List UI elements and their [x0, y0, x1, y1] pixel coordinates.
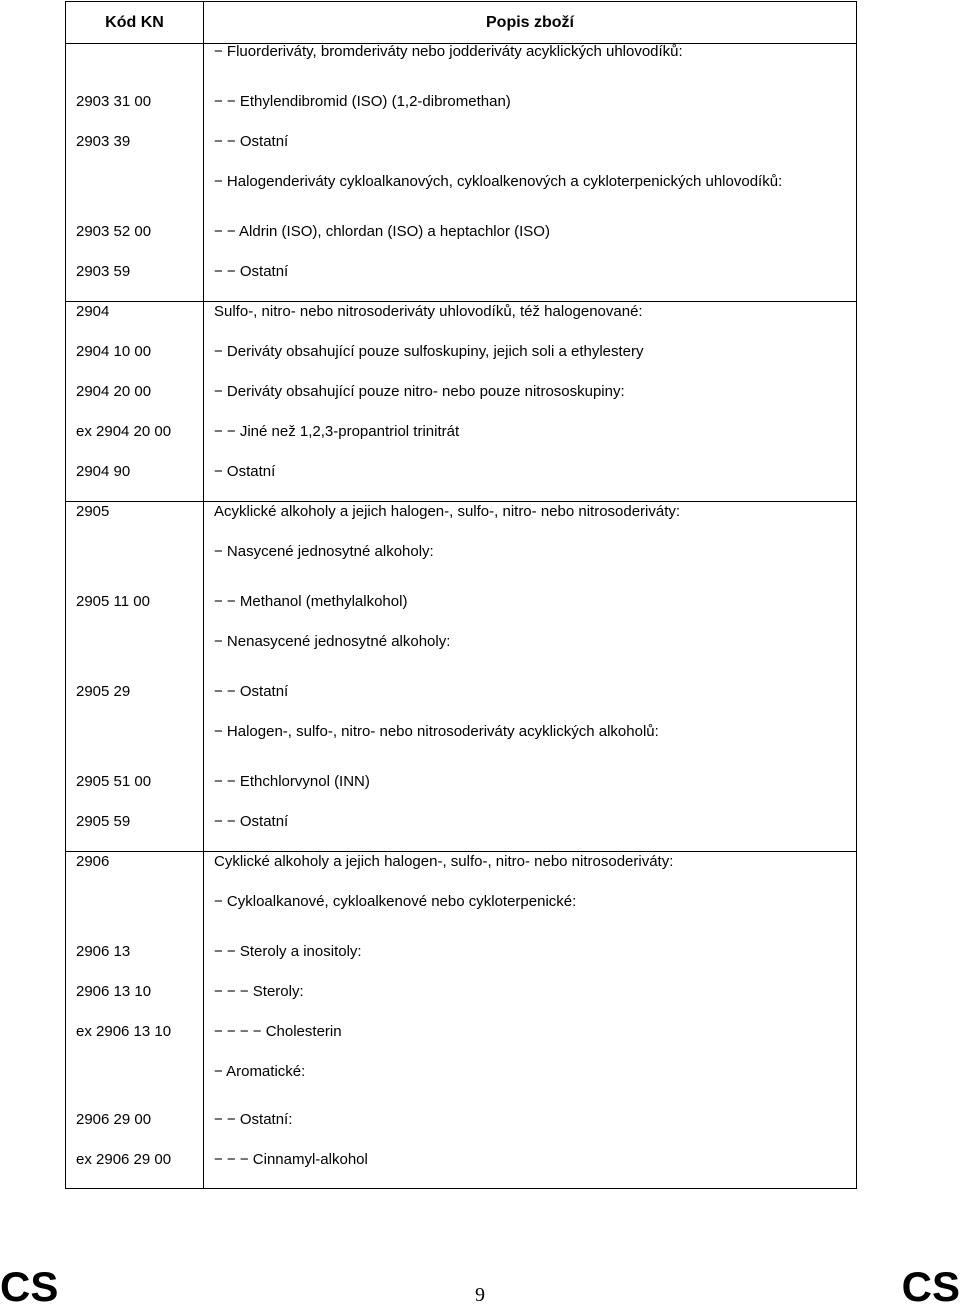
row-code: 2905 59 — [76, 813, 131, 830]
table-row — [66, 810, 856, 834]
row-description: Acyklické alkoholy a jejich halogen-, sulfo-, nitro- nebo nitrosoderiváty: — [214, 503, 681, 520]
table-row — [66, 170, 856, 194]
row-description: − − Ostatní — [214, 263, 289, 280]
row-code: 2904 10 00 — [76, 343, 152, 360]
row-code: 2904 20 00 — [76, 383, 152, 400]
row-description: − − Jiné než 1,2,3-propantriol trinitrát — [214, 423, 460, 440]
table-row — [66, 1020, 856, 1044]
header-code: Kód KN — [105, 14, 164, 31]
row-code: 2905 — [76, 503, 110, 520]
row-description: − − − Steroly: — [214, 983, 304, 1000]
row-description: − − Aldrin (ISO), chlordan (ISO) a heptachlor (ISO) — [214, 223, 550, 240]
page-number: 9 — [475, 1284, 485, 1306]
table-row — [66, 630, 856, 654]
tariff-table — [65, 1, 857, 1189]
table-row — [66, 940, 856, 964]
table-row — [66, 300, 856, 324]
table-row — [66, 1148, 856, 1172]
row-description: − − Methanol (methylalkohol) — [214, 593, 408, 610]
table-row — [66, 720, 856, 744]
table-row — [66, 220, 856, 244]
footer-lang-left: CS — [0, 1263, 59, 1310]
row-description: Sulfo-, nitro- nebo nitrosoderiváty uhlovodíků, též halogenované: — [214, 303, 643, 320]
row-description: − Halogen-, sulfo-, nitro- nebo nitrosoderiváty acyklických alkoholů: — [214, 723, 659, 740]
row-code: 2903 39 — [76, 133, 131, 150]
table-row — [66, 260, 856, 284]
row-description: − − Ostatní — [214, 683, 289, 700]
row-code: 2904 — [76, 303, 110, 320]
row-code: 2905 29 — [76, 683, 131, 700]
row-code: 2904 90 — [76, 463, 131, 480]
row-description: − − − Cinnamyl-alkohol — [214, 1151, 368, 1168]
row-description: − Deriváty obsahující pouze nitro- nebo pouze nitrososkupiny: — [214, 383, 625, 400]
table-row — [66, 770, 856, 794]
row-code: 2906 — [76, 853, 110, 870]
table-row — [66, 420, 856, 444]
row-description: − Halogenderiváty cykloalkanových, cykloalkenových a cykloterpenických uhlovodíků: — [214, 173, 783, 190]
row-code: 2906 13 10 — [76, 983, 152, 1000]
table-row — [66, 890, 856, 914]
row-description: − Aromatické: — [214, 1063, 306, 1080]
row-code: ex 2906 29 00 — [76, 1151, 172, 1168]
row-code: 2903 59 — [76, 263, 131, 280]
footer-lang-right: CS — [901, 1263, 960, 1310]
table-row — [66, 130, 856, 154]
row-description: − − Ethchlorvynol (INN) — [214, 773, 370, 790]
table-row — [66, 680, 856, 704]
table-row — [66, 1060, 856, 1084]
table-row — [66, 500, 856, 524]
row-description: − Nasycené jednosytné alkoholy: — [214, 543, 434, 560]
row-description: − − Ostatní — [214, 813, 289, 830]
row-description: − Deriváty obsahující pouze sulfoskupiny, jejich soli a ethylestery — [214, 343, 644, 360]
row-description: − − Ostatní: — [214, 1111, 293, 1128]
row-code: 2903 31 00 — [76, 93, 152, 110]
row-description: − Cykloalkanové, cykloalkenové nebo cykloterpenické: — [214, 893, 577, 910]
row-code: 2905 51 00 — [76, 773, 152, 790]
row-description: − Ostatní — [214, 463, 276, 480]
row-code: ex 2904 20 00 — [76, 423, 172, 440]
table-row — [66, 540, 856, 564]
table-row — [66, 850, 856, 874]
table-row — [66, 590, 856, 614]
row-code: 2906 29 00 — [76, 1111, 152, 1128]
table-row — [66, 40, 856, 64]
row-description: − − Ethylendibromid (ISO) (1,2-dibromethan) — [214, 93, 511, 110]
header-description: Popis zboží — [486, 14, 574, 31]
row-description: − − − − Cholesterin — [214, 1023, 342, 1040]
table-row — [66, 1108, 856, 1132]
row-description: − Nenasycené jednosytné alkoholy: — [214, 633, 451, 650]
row-description: − − Ostatní — [214, 133, 289, 150]
row-code: ex 2906 13 10 — [76, 1023, 172, 1040]
table-row — [66, 380, 856, 404]
row-description: − Fluorderiváty, bromderiváty nebo jodderiváty acyklických uhlovodíků: — [214, 43, 683, 60]
table-row — [66, 980, 856, 1004]
row-description: − − Steroly a inositoly: — [214, 943, 362, 960]
row-description: Cyklické alkoholy a jejich halogen-, sulfo-, nitro- nebo nitrosoderiváty: — [214, 853, 674, 870]
table-row — [66, 90, 856, 114]
row-code: 2903 52 00 — [76, 223, 152, 240]
row-code: 2906 13 — [76, 943, 131, 960]
table-row — [66, 340, 856, 364]
table-row — [66, 460, 856, 484]
row-code: 2905 11 00 — [76, 593, 150, 610]
